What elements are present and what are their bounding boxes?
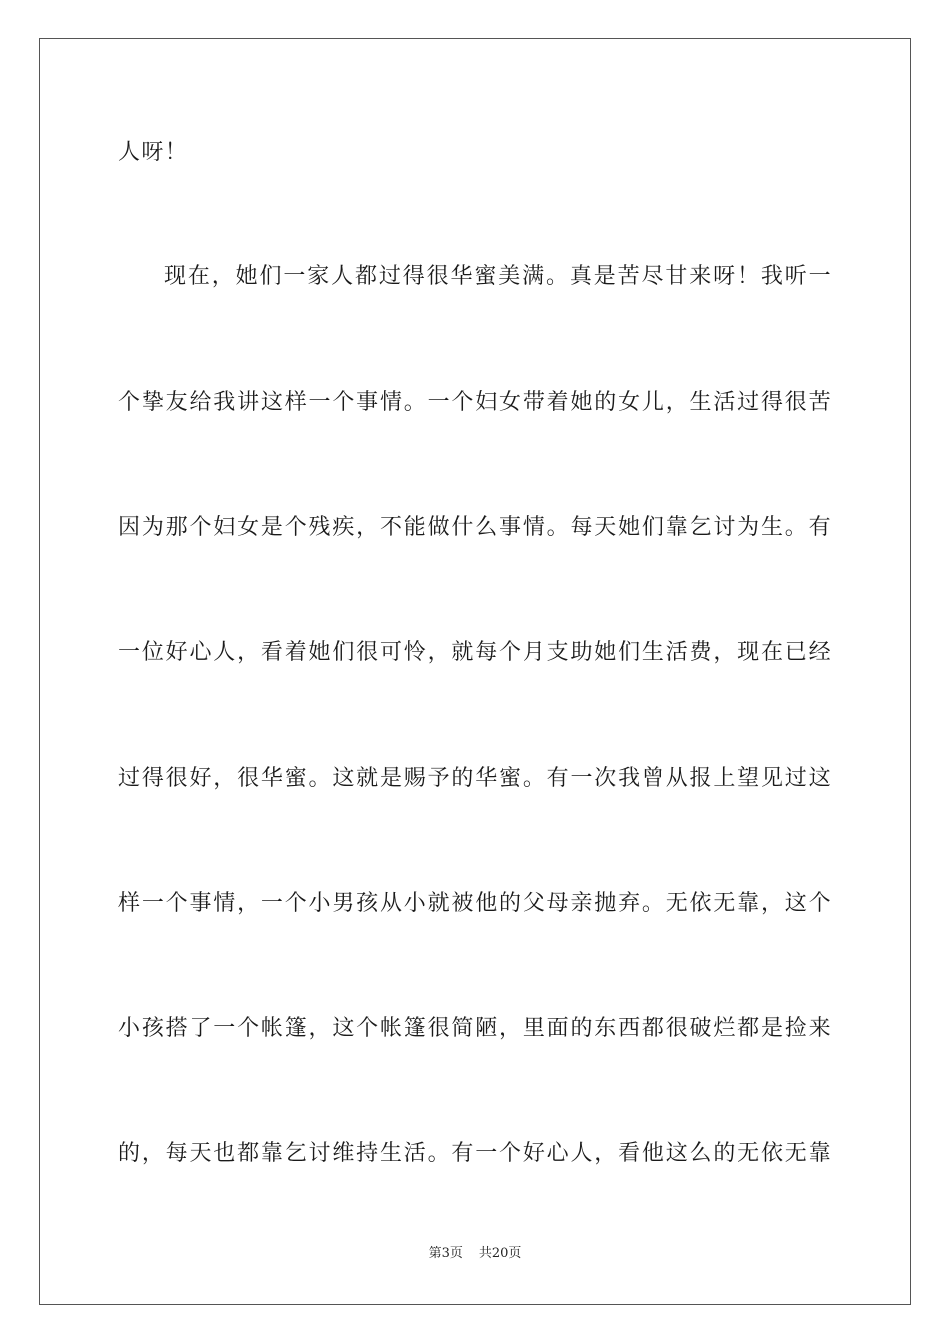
text-line-8: 小孩搭了一个帐篷，这个帐篷很简陋，里面的东西都很破烂都是捡来 xyxy=(118,1016,832,1041)
text-line-4: 因为那个妇女是个残疾，不能做什么事情。每天她们靠乞讨为生。有 xyxy=(118,515,832,540)
text-line-7: 样一个事情，一个小男孩从小就被他的父母亲抛弃。无依无靠，这个 xyxy=(118,891,832,916)
text-line-1: 人呀！ xyxy=(118,140,189,165)
text-line-5: 一位好心人，看着她们很可怜，就每个月支助她们生活费，现在已经 xyxy=(118,640,832,665)
page-number: 第3页 xyxy=(428,1246,463,1261)
text-line-9: 的，每天也都靠乞讨维持生活。有一个好心人，看他这么的无依无靠 xyxy=(118,1141,832,1166)
text-line-2: 现在，她们一家人都过得很华蜜美满。真是苦尽甘来呀！我听一 xyxy=(164,264,832,289)
text-line-6: 过得很好，很华蜜。这就是赐予的华蜜。有一次我曾从报上望见过这 xyxy=(118,766,832,791)
page-footer xyxy=(0,1245,950,1263)
page-border xyxy=(39,38,911,1305)
total-pages: 共20页 xyxy=(478,1246,522,1261)
text-line-3: 个挚友给我讲这样一个事情。一个妇女带着她的女儿，生活过得很苦 xyxy=(118,390,832,415)
